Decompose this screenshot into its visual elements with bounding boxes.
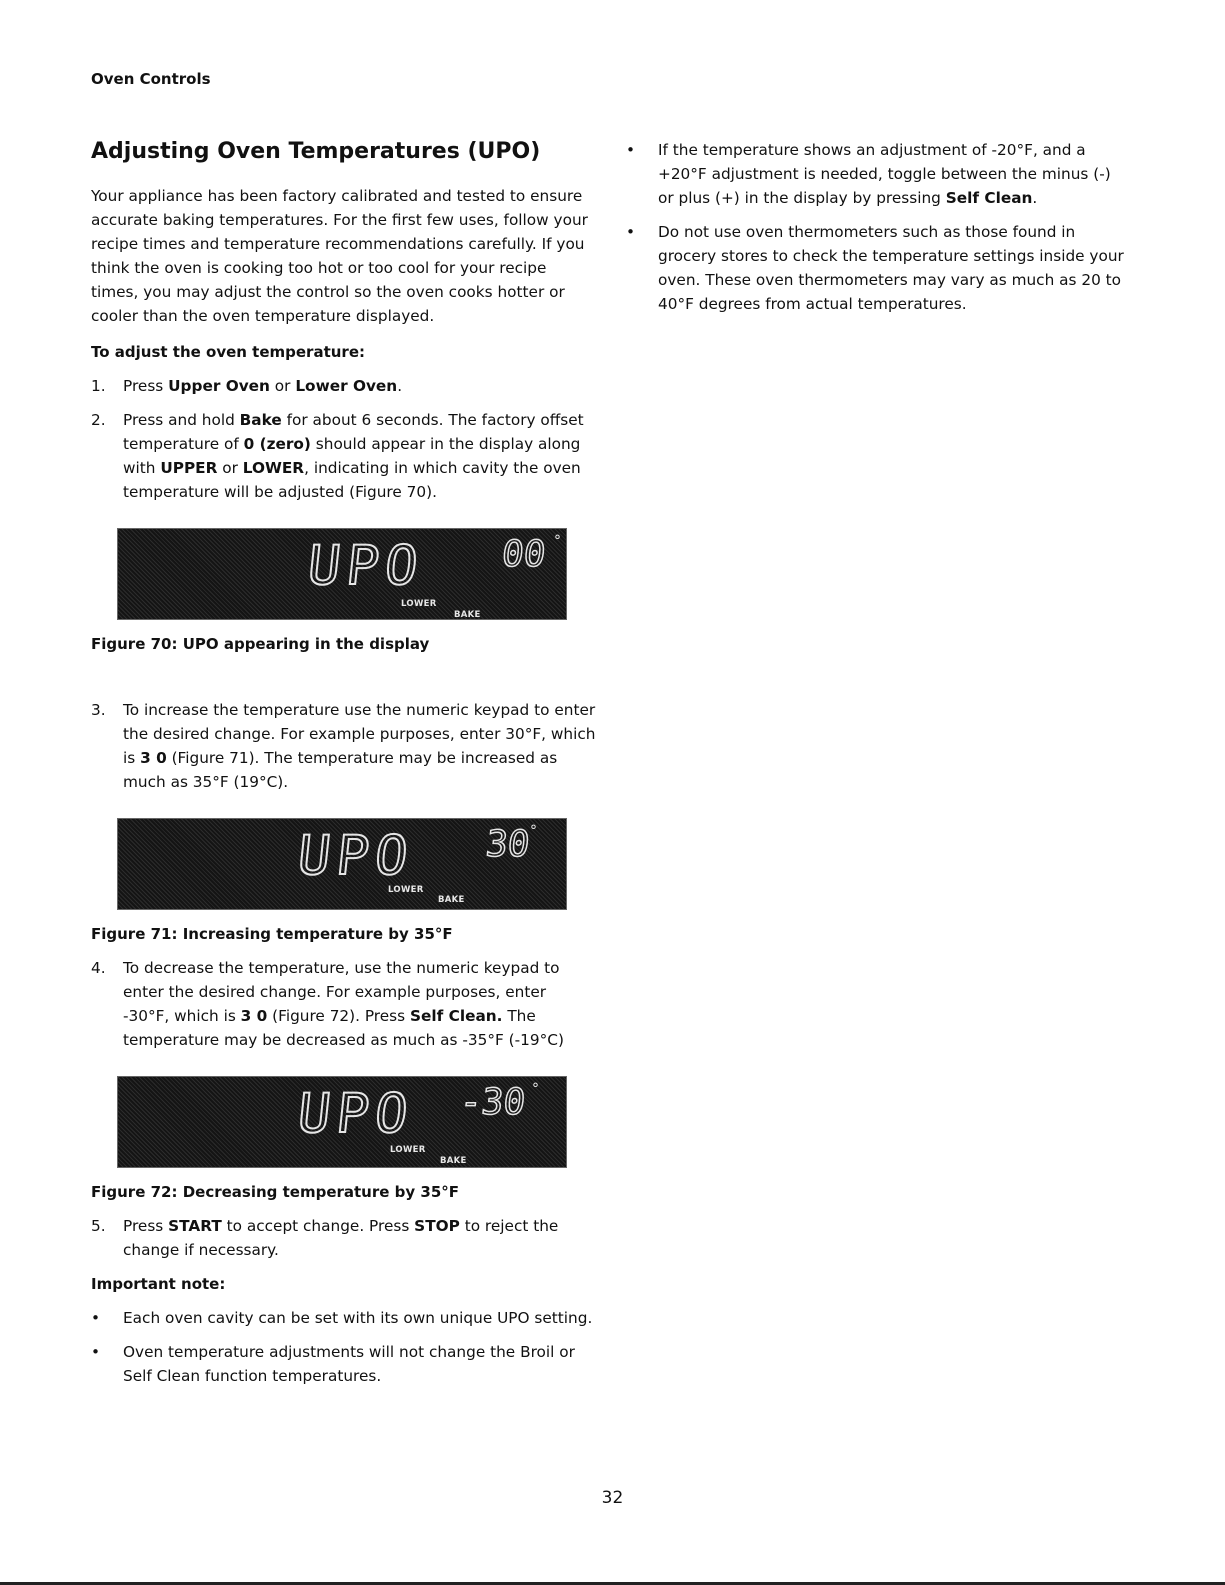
- upper-indicator: UPPER: [160, 459, 218, 477]
- bake-key: Bake: [239, 411, 282, 429]
- step-text: .: [397, 377, 403, 395]
- step-text: Press: [123, 377, 169, 395]
- step-1: [91, 374, 596, 398]
- figure-72-caption: Figure 72: Decreasing temperature by 35°F: [91, 1183, 460, 1201]
- temperature-readout: -30: [457, 1082, 528, 1123]
- lower-oven-key: Lower Oven: [295, 377, 398, 395]
- bullet-icon: •: [626, 223, 636, 241]
- step-2: [91, 408, 596, 504]
- procedure-label: To adjust the oven temperature:: [91, 343, 365, 361]
- keypad-entry: 3 0: [140, 749, 167, 767]
- note-text: Each oven cavity can be set with its own unique UPO setting.: [123, 1309, 593, 1327]
- section-header: Oven Controls: [91, 70, 211, 88]
- bake-label: BAKE: [454, 610, 481, 620]
- step-number: 5.: [91, 1217, 106, 1235]
- degree-symbol: °: [530, 823, 537, 839]
- temperature-readout: 30: [483, 824, 532, 865]
- bake-label: BAKE: [440, 1156, 467, 1166]
- self-clean-key: Self Clean.: [409, 1007, 503, 1025]
- bullet-text: .: [1032, 189, 1038, 207]
- step-text: Press and hold: [123, 411, 240, 429]
- step-text: (Figure 72). Press: [267, 1007, 410, 1025]
- step-number: 1.: [91, 377, 106, 395]
- step-3: [91, 698, 596, 794]
- lower-label: LOWER: [388, 885, 424, 895]
- bullet-text: Do not use oven thermometers such as those found in grocery stores to check the temperature settings inside your oven. These oven thermometers may vary as much as 20 to 40°F degrees from actual temperatures.: [658, 223, 1124, 313]
- keypad-entry: 3 0: [240, 1007, 268, 1025]
- figure-71-caption: Figure 71: Increasing temperature by 35°F: [91, 925, 453, 943]
- step-text: To decrease the temperature, use the numeric keypad to enter the desired change. For example purposes, enter -30°F, which is: [123, 959, 560, 1025]
- figure-72-display: [117, 1076, 567, 1168]
- bullet-icon: •: [626, 141, 636, 159]
- zero-value: 0 (zero): [243, 435, 311, 453]
- lower-label: LOWER: [390, 1145, 426, 1155]
- important-note-label: Important note:: [91, 1275, 226, 1293]
- temperature-readout: 00: [499, 534, 548, 575]
- degree-symbol: °: [532, 1081, 539, 1097]
- intro-paragraph: Your appliance has been factory calibrated and tested to ensure accurate baking temperatures. For the first few uses, follow your recipe times and temperature recommendations carefully. If you think the oven is cooking too hot or too cool for your recipe times, you may adjust the control so the oven cooks hotter or cooler than the oven temperature displayed.: [91, 187, 588, 325]
- bullet-icon: •: [91, 1309, 101, 1327]
- left-column: [91, 138, 596, 1388]
- upper-oven-key: Upper Oven: [168, 377, 270, 395]
- step-text: To increase the temperature use the numeric keypad to enter the desired change. For example purposes, enter 30°F, which is: [123, 701, 596, 767]
- bake-label: BAKE: [438, 895, 465, 905]
- figure-71-display: [117, 818, 567, 910]
- stop-key: STOP: [414, 1217, 460, 1235]
- upo-readout: UPO: [294, 824, 417, 887]
- step-number: 2.: [91, 411, 106, 429]
- step-text: to accept change. Press: [221, 1217, 415, 1235]
- figure-70-display: [117, 528, 567, 620]
- bullet-icon: •: [91, 1343, 101, 1361]
- step-text: for about 6 seconds. The factory offset temperature of: [123, 411, 584, 453]
- step-text: should appear in the display along with: [123, 435, 581, 477]
- step-text: , indicating in which cavity the oven temperature will be adjusted (Figure 70).: [123, 459, 581, 501]
- step-text: Press: [123, 1217, 169, 1235]
- bullet-text: If the temperature shows an adjustment of -20°F, and a +20°F adjustment is needed, toggle between the minus (-) or plus (+) in the display by pressing: [658, 141, 1111, 207]
- step-number: 3.: [91, 701, 106, 719]
- step-number: 4.: [91, 959, 106, 977]
- page-title: Adjusting Oven Temperatures (UPO): [91, 139, 541, 164]
- self-clean-key: Self Clean: [945, 189, 1033, 207]
- step-5: [91, 1214, 596, 1262]
- step-text: The temperature may be decreased as much as -35°F (-19°C): [123, 1007, 564, 1049]
- figure-70-caption: Figure 70: UPO appearing in the display: [91, 635, 430, 653]
- step-text: (Figure 71). The temperature may be increased as much as 35°F (19°C).: [123, 749, 558, 791]
- start-key: START: [168, 1217, 222, 1235]
- note-bullet-2: [91, 1340, 596, 1388]
- upo-readout: UPO: [294, 1082, 417, 1145]
- page-number: 32: [601, 1488, 624, 1508]
- right-column: [626, 138, 1131, 316]
- note-bullet-1: [91, 1306, 596, 1330]
- step-4: [91, 956, 596, 1052]
- degree-symbol: °: [554, 533, 561, 549]
- upo-readout: UPO: [304, 534, 427, 597]
- lower-indicator: LOWER: [242, 459, 305, 477]
- right-bullet-2: [626, 220, 1131, 316]
- lower-label: LOWER: [401, 599, 437, 609]
- note-text: Oven temperature adjustments will not change the Broil or Self Clean function temperatures.: [123, 1343, 575, 1385]
- step-text: or: [217, 459, 243, 477]
- step-text: to reject the change if necessary.: [123, 1217, 559, 1259]
- step-text: or: [269, 377, 296, 395]
- right-bullet-1: [626, 138, 1131, 210]
